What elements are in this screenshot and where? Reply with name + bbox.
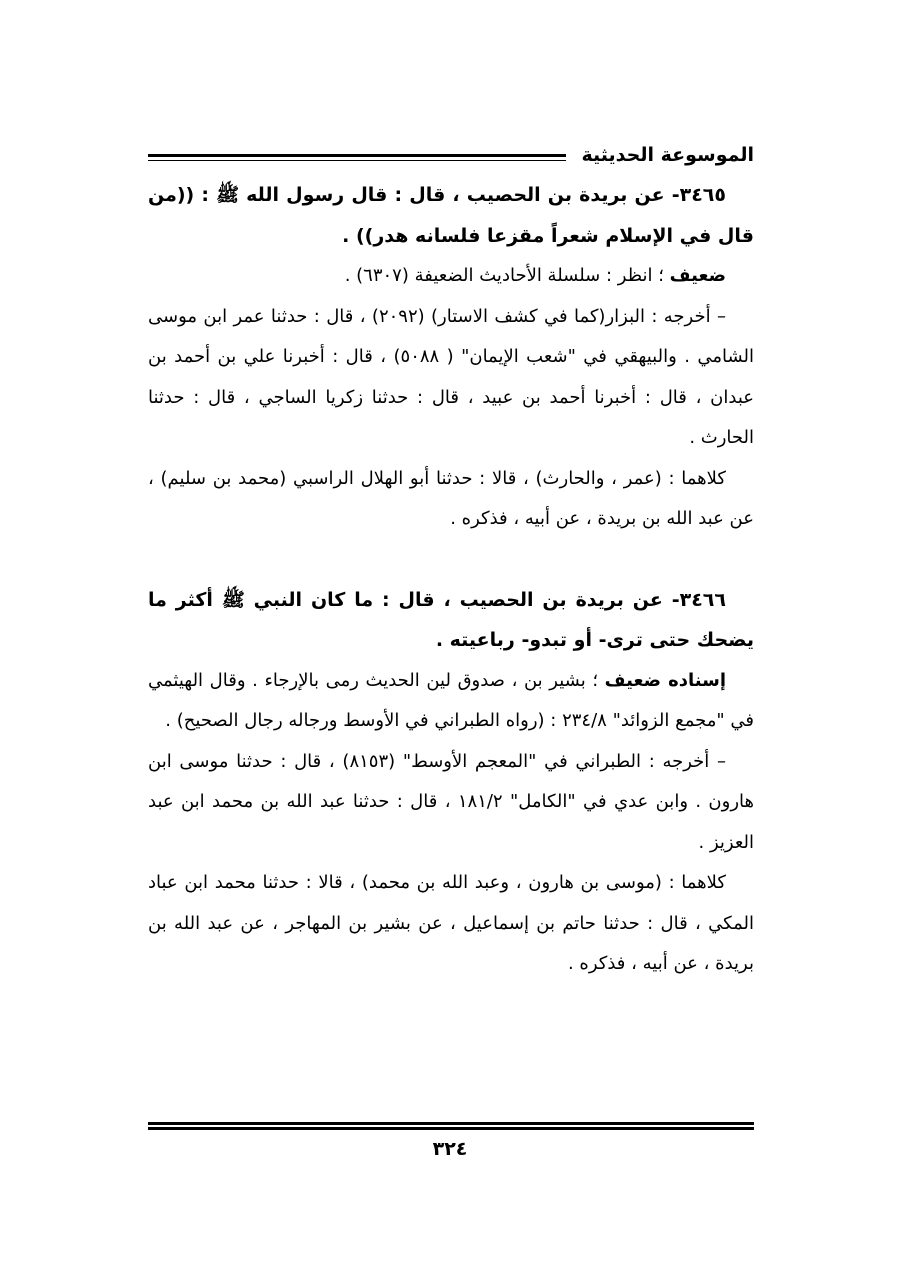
section-gap	[148, 540, 754, 580]
hadith-takhrij: – أخرجه : البزار(كما في كشف الاستار) (٢٠٩٢) ، قال : حدثنا عمر ابن موسى الشامي . والبيهقي في "شعب الإيمان" ( ٥٠٨٨) ، قال : أخبرنا علي بن أحمد بن عبدان ، قال : أخبرنا أحمد بن عبيد ، قال : حدثنا زكريا الساجي ، قال : حدثنا الحارث .	[148, 305, 755, 448]
footer-rule-bottom	[148, 1127, 754, 1130]
footer-rule	[148, 1122, 754, 1130]
hadith-heading: ٣٤٦٦- عن بريدة بن الحصيب ، قال : ما كان النبي ﷺ أكثر ما يضحك حتى ترى- أو تبدو- رباعيته .	[148, 588, 754, 651]
grade-text: ؛ بشير بن ، صدوق لين الحديث رمى بالإرجاء . وقال الهيثمي في "مجمع الزوائد" ٢٣٤/٨ : (رواه الطبراني في الأوسط ورجاله رجال الصحيح) .	[148, 669, 754, 731]
hadith-heading: ٣٤٦٥- عن بريدة بن الحصيب ، قال : قال رسول الله ﷺ : ((من قال في الإسلام شعراً مقزعا فلسانه هدر)) .	[148, 184, 754, 247]
page-number: ٣٢٤	[432, 1138, 468, 1160]
grade-label: إسناده ضعيف	[604, 669, 726, 691]
hadith-takhrij: – أخرجه : الطبراني في "المعجم الأوسط" (٨١٥٣) ، قال : حدثنا موسى ابن هارون . وابن عدي في "الكامل" ١٨١/٢ ، قال : حدثنا عبد الله بن محمد ابن عبد العزيز .	[148, 750, 754, 853]
grade-label: ضعيف	[669, 265, 726, 286]
hadith-chain: كلاهما : (موسى بن هارون ، وعبد الله بن محمد) ، قالا : حدثنا محمد ابن عباد المكي ، قال : حدثنا حاتم بن إسماعيل ، عن بشير بن المهاجر ، عن عبد الله بن بريدة ، عن أبيه ، فذكره .	[148, 872, 754, 974]
hadith-chain: كلاهما : (عمر ، والحارث) ، قالا : حدثنا أبو الهلال الراسبي (محمد بن سليم) ، عن عبد الله بن بريدة ، عن أبيه ، فذكره .	[148, 467, 754, 529]
page-header	[148, 140, 754, 170]
hadith-grade	[148, 256, 754, 297]
header-rule	[148, 154, 566, 161]
page-content	[148, 175, 754, 985]
header-title: الموسوعة الحديثية	[581, 144, 754, 166]
hadith-grade	[148, 661, 754, 742]
grade-text: ؛ انظر : سلسلة الأحاديث الضعيفة (٦٣٠٧) .	[344, 265, 670, 286]
